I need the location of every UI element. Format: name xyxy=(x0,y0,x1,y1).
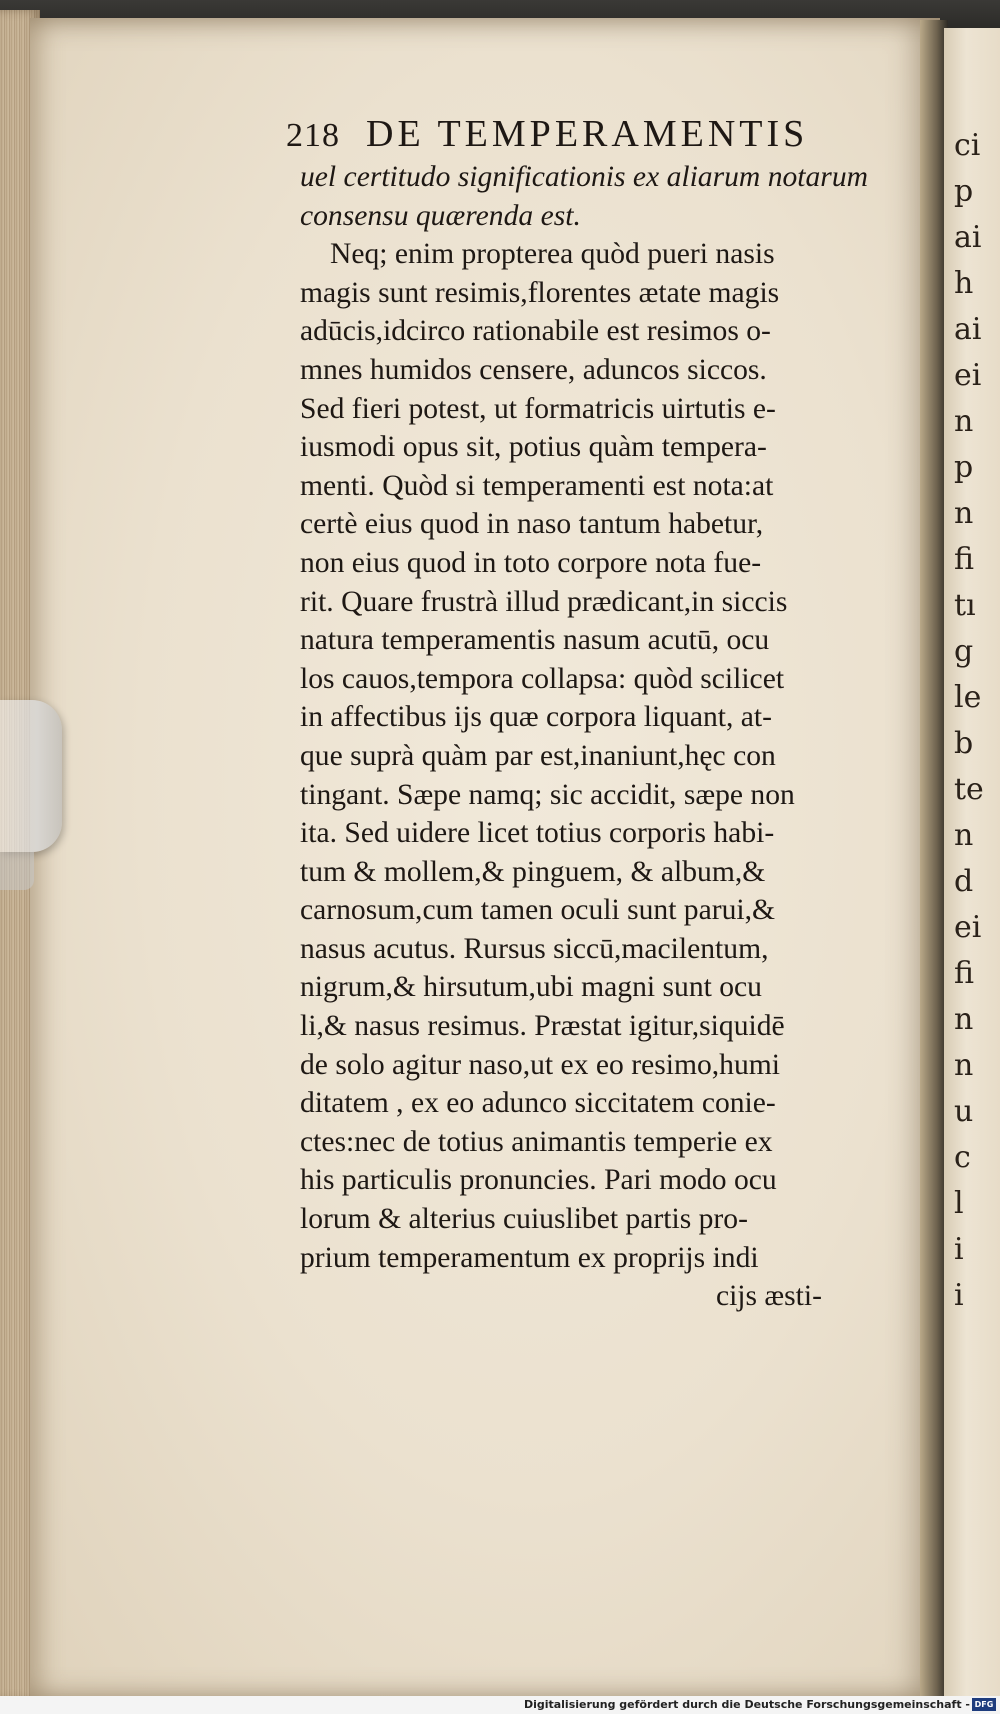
running-title: DE TEMPERAMENTIS xyxy=(366,113,809,155)
text-line: his particulis pronuncies. Pari modo ocu xyxy=(300,1164,777,1197)
text-line: magis sunt resimis,florentes ætate magis xyxy=(300,276,780,309)
dfg-logo-icon: DFG xyxy=(972,1698,996,1711)
funding-credit: Digitalisierung gefördert durch die Deutsche Forschungsgemeinschaft - xyxy=(523,1698,970,1711)
facing-page-fragment: te xyxy=(954,772,984,807)
facing-page-fragment: n xyxy=(954,496,974,531)
text-line: li,& nasus resimus. Præstat igitur,siquidē xyxy=(300,1010,785,1043)
facing-page-fragment: i xyxy=(954,1232,964,1267)
text-line: carnosum,cum tamen oculi sunt parui,& xyxy=(300,894,776,927)
facing-page-fragment: ci xyxy=(954,128,981,163)
facing-page-fragment: c xyxy=(954,1140,971,1175)
facing-page-fragment: n xyxy=(954,1048,974,1083)
facing-page-fragment: le xyxy=(954,680,982,715)
running-head xyxy=(286,112,860,158)
text-line: Sed fieri potest, ut formatricis uirtutis e- xyxy=(300,392,776,425)
page-number: 218 xyxy=(286,117,340,154)
text-line: mnes humidos censere, aduncos siccos. xyxy=(300,353,767,386)
facing-page-fragment: fi xyxy=(954,542,975,577)
facing-page-fragment: h xyxy=(954,266,974,301)
text-line: natura temperamentis nasum acutū, ocu xyxy=(300,624,770,657)
text-line: tingant. Sæpe namq; sic accidit, sæpe non xyxy=(300,778,795,811)
facing-page-edge xyxy=(944,28,1000,1700)
facing-page-fragment: l xyxy=(954,1186,964,1221)
facing-page-fragment: b xyxy=(954,726,974,761)
text-line: non eius quod in toto corpore nota fue- xyxy=(300,546,762,579)
text-line: tum & mollem,& pinguem, & album,& xyxy=(300,855,766,888)
page-clip-base xyxy=(0,852,34,890)
page-text xyxy=(286,112,868,1316)
text-line: nasus acutus. Rursus siccū,macilentum, xyxy=(300,932,769,965)
facing-page-fragment: i xyxy=(954,1278,964,1313)
text-line: consensu quærenda est. xyxy=(300,199,581,232)
text-line: ditatem , ex eo adunco siccitatem conie- xyxy=(300,1087,776,1120)
text-line: ctes:nec de totius animantis temperie ex xyxy=(300,1125,773,1158)
text-line: iusmodi opus sit, potius quàm tempera- xyxy=(300,431,767,464)
facing-page-fragment: ei xyxy=(954,910,982,945)
facing-page-fragment: fi xyxy=(954,956,975,991)
facing-page-fragment: ai xyxy=(954,312,982,347)
text-line: adūcis,idcirco rationabile est resimos o- xyxy=(300,315,771,348)
text-line: que suprà quàm par est,inaniunt,hęc con xyxy=(300,739,776,772)
facing-page-fragment: ai xyxy=(954,220,982,255)
facing-page-fragment: p xyxy=(954,174,974,209)
facing-page-fragment: n xyxy=(954,1002,974,1037)
text-line: nigrum,& hirsutum,ubi magni sunt ocu xyxy=(300,971,762,1004)
text-line: in affectibus ijs quæ corpora liquant, at- xyxy=(300,701,773,734)
text-line: lorum & alterius cuiuslibet partis pro- xyxy=(300,1203,748,1236)
text-line: de solo agitur naso,ut ex eo resimo,humi xyxy=(300,1048,780,1081)
text-lines xyxy=(300,158,868,1277)
facing-page-fragment: g xyxy=(954,634,974,669)
page-clip xyxy=(0,700,62,852)
text-line: certè eius quod in naso tantum habetur, xyxy=(300,508,764,541)
text-line: prium temperamentum ex proprijs indi xyxy=(300,1241,759,1274)
facing-page-fragment: tı xyxy=(954,588,976,623)
text-line: ita. Sed uidere licet totius corporis habi- xyxy=(300,817,775,850)
facing-page-fragment: u xyxy=(954,1094,974,1129)
digitization-footer xyxy=(0,1696,1000,1714)
facing-page-fragment: d xyxy=(954,864,974,899)
text-line: los cauos,tempora collapsa: quòd scilicet xyxy=(300,662,785,695)
text-line: uel certitudo significationis ex aliarum notarum xyxy=(300,161,868,193)
facing-page-fragment: ei xyxy=(954,358,982,393)
text-line: menti. Quòd si temperamenti est nota:at xyxy=(300,469,774,502)
facing-page-fragment: n xyxy=(954,818,974,853)
text-line: Neq; enim propterea quòd pueri nasis xyxy=(330,238,775,271)
facing-page-fragment: n xyxy=(954,404,974,439)
catchword: cijs æsti- xyxy=(715,1280,822,1313)
text-line: rit. Quare frustrà illud prædicant,in siccis xyxy=(300,585,788,618)
facing-page-fragment: p xyxy=(954,450,974,485)
